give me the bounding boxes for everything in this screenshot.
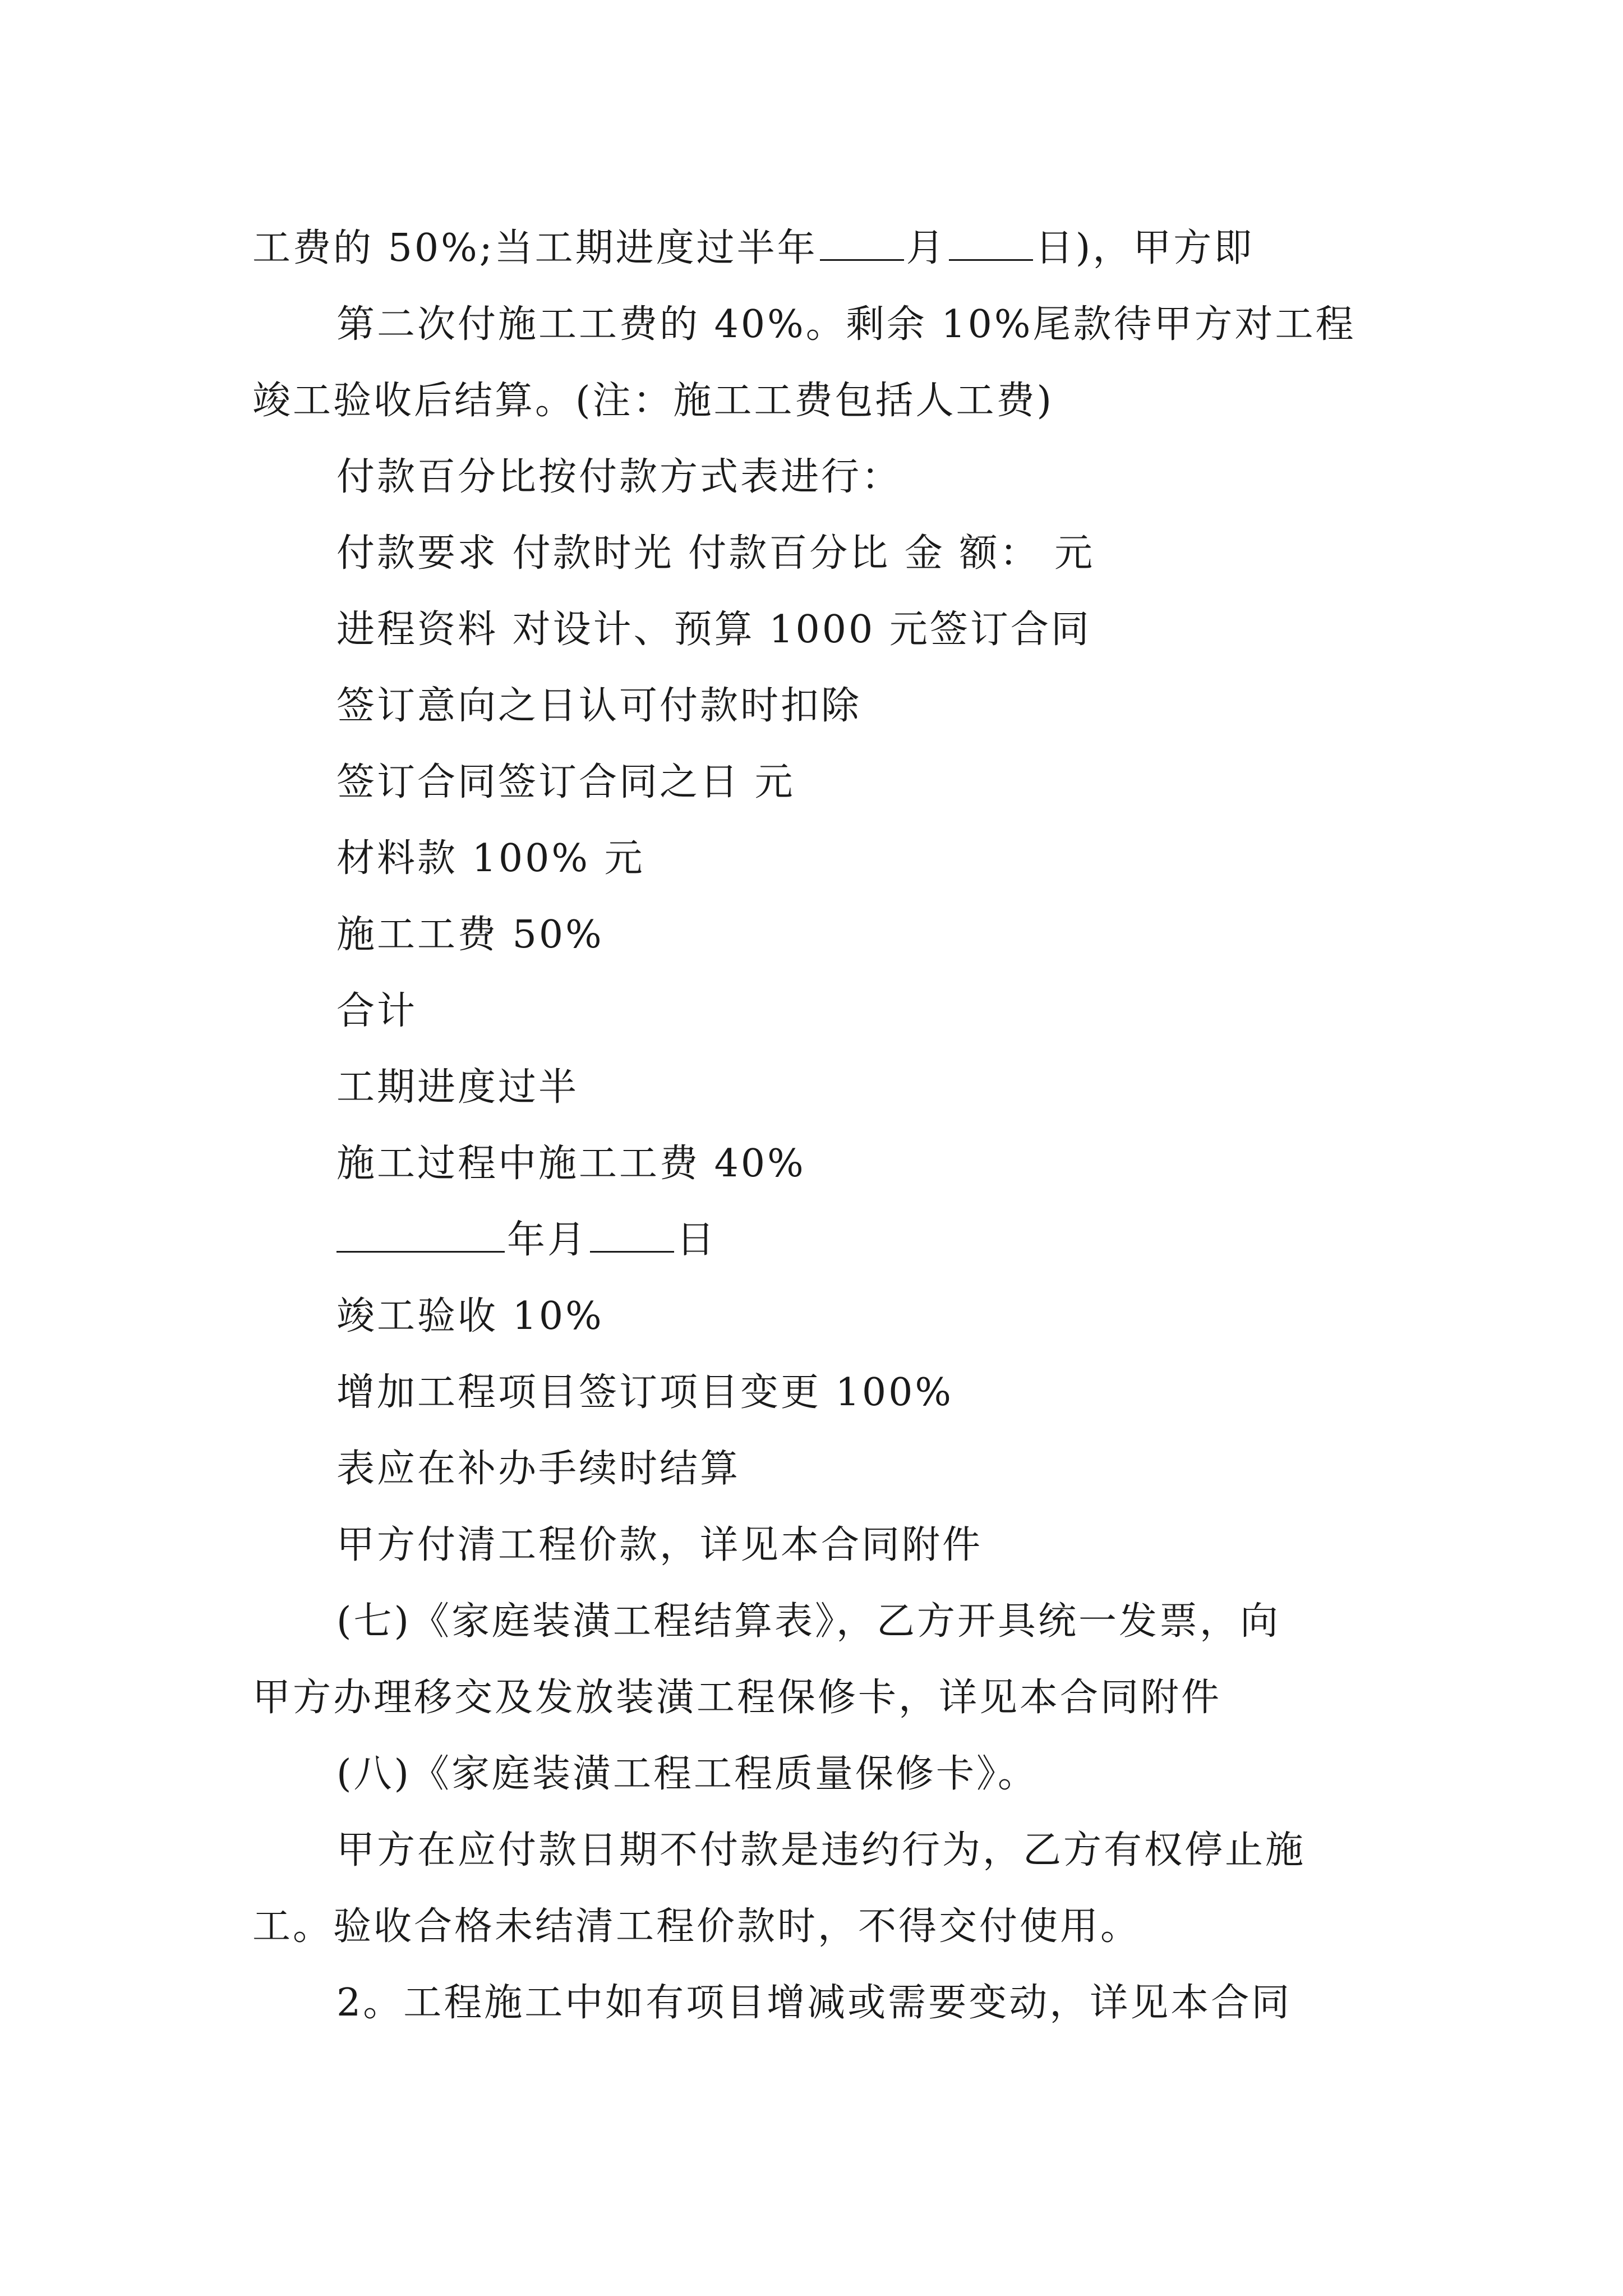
fill-in-blank — [336, 1213, 505, 1253]
text-line: (七)《家庭装潢工程结算表》，乙方开具统一发票，向 — [336, 1599, 1281, 1644]
table-row-text: 表应在补办手续时结算 — [336, 1447, 741, 1491]
text-segment: 工费的 50%;当工期进度过半年 — [252, 226, 818, 270]
text-line — [252, 1202, 1391, 1278]
document-body — [252, 210, 1391, 2041]
table-row-text: 施工工费 50% — [336, 913, 604, 957]
table-row-text: 进程资料 对设计、预算 1000 元签订合同 — [336, 608, 1091, 652]
text-segment: 日 — [676, 1218, 717, 1262]
table-row-text: 合计 — [336, 989, 418, 1033]
table-row-text: 签订意向之日认可付款时扣除 — [336, 684, 862, 728]
text-line: 工。验收合格未结清工程价款时，不得交付使用。 — [252, 1904, 1141, 1949]
fill-in-blank — [590, 1213, 674, 1253]
table-row-text: 竣工验收 10% — [336, 1294, 604, 1338]
text-line: 甲方在应付款日期不付款是违约行为，乙方有权停止施 — [336, 1828, 1306, 1872]
fill-in-blank — [949, 221, 1033, 261]
text-line: (八)《家庭装潢工程工程质量保修卡》。 — [336, 1752, 1039, 1796]
table-row-text: 甲方付清工程价款，详见本合同附件 — [336, 1523, 983, 1567]
text-line: 第二次付施工工费的 40%。剩余 10%尾款待甲方对工程 — [336, 302, 1356, 347]
text-line: 甲方办理移交及发放装潢工程保修卡，详见本合同附件 — [252, 1676, 1222, 1720]
text-segment: 日)，甲方即 — [1035, 226, 1255, 270]
table-row-text: 材料款 100% 元 — [336, 836, 645, 881]
text-segment: 年月 — [507, 1218, 588, 1262]
table-row-text: 签订合同签订合同之日 元 — [336, 760, 795, 804]
table-row-text: 增加工程项目签订项目变更 100% — [336, 1370, 954, 1415]
table-row-text: 工期进度过半 — [336, 1065, 579, 1110]
text-segment: 月 — [906, 226, 947, 270]
table-row-text: 施工过程中施工工费 40% — [336, 1142, 806, 1186]
text-line: 竣工验收后结算。(注：施工工费包括人工费) — [252, 379, 1054, 423]
text-line: 2。工程施工中如有项目增减或需要变动，详见本合同 — [336, 1981, 1292, 2025]
table-row-text: 付款要求 付款时光 付款百分比 金 额： 元 — [336, 531, 1095, 576]
text-line — [252, 210, 1391, 287]
fill-in-blank — [820, 221, 904, 261]
text-line: 付款百分比按付款方式表进行： — [336, 455, 902, 499]
